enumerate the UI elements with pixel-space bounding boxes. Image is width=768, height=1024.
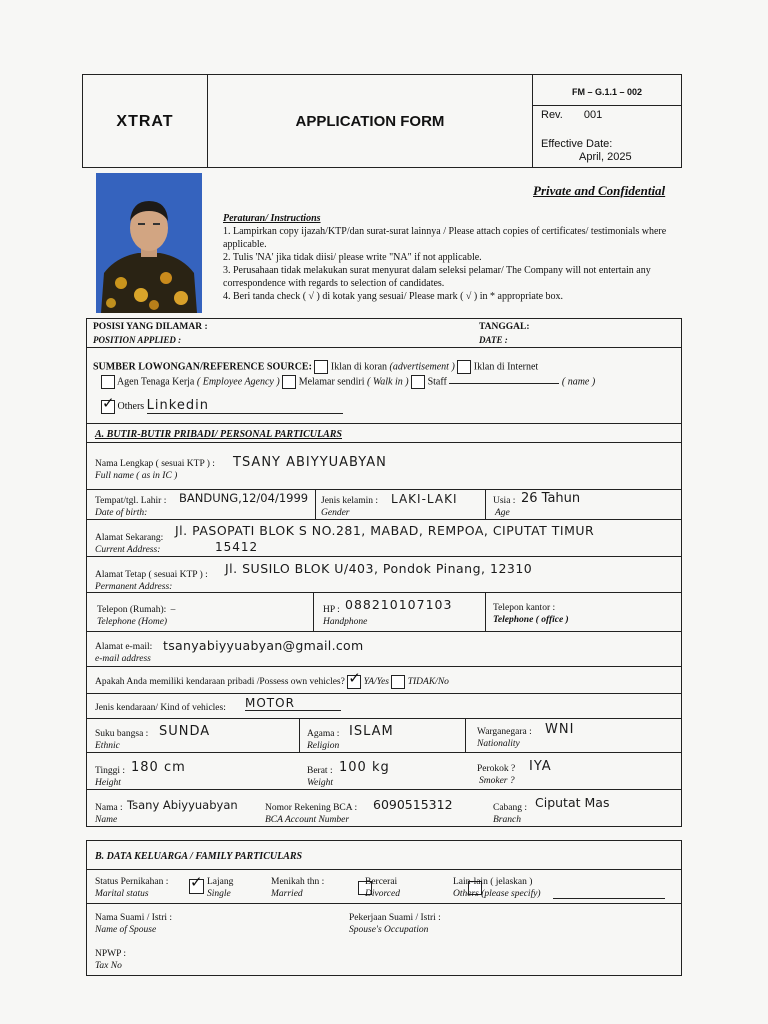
physical-row: [86, 753, 682, 790]
family-section: [86, 840, 682, 976]
full-name-field[interactable]: TSANY ABIYYUABYAN: [233, 455, 387, 470]
gender-label: Jenis kelamin :: [321, 496, 378, 506]
personal-title: A. BUTIR-BUTIR PRIBADI/ PERSONAL PARTICULARS: [95, 429, 342, 440]
ethnic-sub: Ethnic: [95, 741, 120, 751]
instruction-item: 1. Lampirkan copy ijazah/KTP/dan surat-surat lainnya / Please attach copies of certificates/ testimonials where applicable.: [223, 226, 667, 250]
nationality-sub: Nationality: [477, 739, 520, 749]
account-number-field[interactable]: 6090515312: [373, 797, 453, 812]
vehicle-yes-label: YA/Yes: [363, 677, 389, 688]
account-number-label: Nomor Rekening BCA :: [265, 803, 358, 813]
effective-date: [541, 138, 632, 164]
phone-row: [86, 593, 682, 632]
vehicle-kind-row: [86, 694, 682, 719]
age-label: Usia :: [493, 496, 516, 506]
form-title: APPLICATION FORM: [295, 113, 445, 130]
email-label: Alamat e-mail:: [95, 642, 153, 652]
single-checkbox[interactable]: [189, 879, 204, 894]
vehicle-kind-field[interactable]: MOTOR: [245, 696, 341, 711]
header-table: [82, 74, 682, 168]
single-sub: Single: [207, 889, 231, 899]
account-name-field[interactable]: Tsany Abiyyuabyan: [127, 798, 238, 812]
reference-source-row: [86, 348, 682, 424]
hp-label: HP :: [323, 605, 340, 615]
address-label: Alamat Sekarang:: [95, 533, 164, 543]
company-logo: XTRAT: [116, 113, 174, 130]
ethnic-field[interactable]: SUNDA: [159, 724, 211, 739]
age-sub: Age: [495, 508, 510, 518]
home-phone-field[interactable]: –: [170, 605, 176, 615]
religion-label: Agama :: [307, 729, 340, 739]
position-label: POSISI YANG DILAMAR :: [93, 322, 208, 332]
birth-label: Tempat/tgl. Lahir :: [95, 496, 167, 506]
account-name-label: Nama :: [95, 803, 123, 813]
gender-field[interactable]: LAKI-LAKI: [391, 492, 458, 506]
address-sub: Current Address:: [95, 545, 161, 555]
spouse-job-label: Pekerjaan Suami / Istri :: [349, 913, 441, 923]
divorced-sub: Divorced: [365, 889, 400, 899]
home-phone-sub: Telephone (Home): [97, 617, 168, 627]
permanent-address-field[interactable]: Jl. SUSILO BLOK U/403, Pondok Pinang, 12310: [225, 561, 533, 576]
birth-field[interactable]: BANDUNG,12/04/1999: [179, 491, 309, 505]
permanent-label: Alamat Tetap ( sesuai KTP ) :: [95, 570, 208, 580]
others-checkbox[interactable]: [101, 400, 115, 414]
applicant-photo: [96, 173, 202, 313]
weight-sub: Weight: [307, 778, 334, 788]
other-status-field[interactable]: [553, 898, 665, 899]
reference-label: SUMBER LOWONGAN/REFERENCE SOURCE:: [93, 361, 312, 373]
spouse-label: Nama Suami / Istri :: [95, 913, 173, 923]
marital-sub: Marital status: [95, 889, 149, 899]
bank-row: [86, 790, 682, 827]
height-label: Tinggi :: [95, 766, 126, 776]
opt-internet: Iklan di Internet: [473, 361, 539, 373]
opt-newspaper-sub: (advertisement ): [389, 361, 455, 373]
ethnic-label: Suku bangsa :: [95, 729, 149, 739]
current-address-field[interactable]: Jl. PASOPATI BLOK S NO.281, MABAD, REMPOA, CIPUTAT TIMUR: [175, 523, 595, 538]
marital-label: Status Pernikahan :: [95, 877, 169, 887]
full-name-row: [86, 443, 682, 490]
permanent-sub: Permanent Address:: [95, 582, 173, 592]
walkin-checkbox[interactable]: [282, 375, 296, 389]
hp-sub: Handphone: [323, 617, 368, 627]
gender-sub: Gender: [321, 508, 350, 518]
opt-walkin-sub: ( Walk in ): [367, 376, 409, 388]
name-label: Nama Lengkap ( sesuai KTP ) :: [95, 459, 215, 469]
vehicle-yes-checkbox[interactable]: [347, 675, 361, 689]
smoker-sub: Smoker ?: [479, 776, 515, 786]
effective-label: Effective Date:: [541, 138, 613, 150]
home-phone-label: [97, 605, 175, 616]
religion-sub: Religion: [307, 741, 340, 751]
weight-label: Berat :: [307, 766, 333, 776]
opt-staff-sub: ( name ): [561, 376, 596, 388]
instructions-block: [223, 212, 698, 303]
ethnic-row: [86, 719, 682, 753]
current-address-postal[interactable]: 15412: [215, 540, 259, 554]
position-sub: POSITION APPLIED :: [93, 335, 182, 345]
staff-checkbox[interactable]: [411, 375, 425, 389]
position-row: [86, 318, 682, 348]
birth-row: [86, 490, 682, 520]
home-phone-text: Telepon (Rumah):: [97, 605, 167, 615]
instruction-item: 3. Perusahaan tidak melakukan surat menyurat dalam seleksi pelamar/ The Company will not entertain any correspondence with regards to selection of candidates.: [223, 265, 651, 289]
nationality-label: Warganegara :: [477, 727, 532, 737]
spouse-sub: Name of Spouse: [95, 925, 157, 935]
vehicle-no-checkbox[interactable]: [391, 675, 405, 689]
opt-agency-sub: ( Employee Agency ): [196, 376, 280, 388]
branch-field[interactable]: Ciputat Mas: [535, 795, 610, 810]
email-sub: e-mail address: [95, 654, 151, 664]
agency-checkbox[interactable]: [101, 375, 115, 389]
divorced-label: Bercerai: [365, 877, 398, 887]
vehicle-question: Apakah Anda memiliki kendaraan pribadi /Possess own vehicles?: [95, 677, 345, 688]
current-address-row: [86, 520, 682, 557]
other-status-label: Lain-lain ( jelaskan ): [453, 877, 533, 887]
religion-field[interactable]: ISLAM: [349, 724, 394, 739]
confidential-label: Private and Confidential: [533, 183, 666, 198]
email-row: [86, 632, 682, 667]
birth-sub: Date of birth:: [95, 508, 148, 518]
name-sub: Full name ( as in IC ): [95, 471, 178, 481]
revision: [541, 109, 602, 121]
account-name-sub: Name: [95, 815, 118, 825]
instruction-item: 2. Tulis 'NA' jika tidak diisi/ please write "NA" if not applicable.: [223, 252, 482, 263]
date-sub: DATE :: [479, 335, 508, 345]
email-field[interactable]: tsanyabiyyuabyan@gmail.com: [163, 638, 364, 653]
doc-code: FM – G.1.1 – 002: [571, 87, 643, 97]
date-label: TANGGAL:: [479, 322, 530, 332]
smoker-label: Perokok ?: [477, 764, 516, 774]
age-field[interactable]: 26 Tahun: [521, 491, 581, 506]
married-label: Menikah thn :: [271, 877, 325, 887]
branch-label: Cabang :: [493, 803, 528, 813]
smoker-field[interactable]: IYA: [529, 759, 552, 774]
vehicle-no-label: TIDAK/No: [407, 677, 449, 688]
personal-section-title: [86, 424, 682, 443]
permanent-address-row: [86, 557, 682, 593]
married-sub: Married: [271, 889, 303, 899]
other-status-sub: Others (please specify): [453, 889, 541, 899]
handphone-field[interactable]: 088210107103: [345, 597, 453, 612]
others-value[interactable]: Linkedin: [147, 398, 343, 414]
vehicle-row: [86, 667, 682, 694]
family-title: B. DATA KELUARGA / FAMILY PARTICULARS: [95, 851, 303, 862]
opt-newspaper: Iklan di koran: [330, 361, 388, 373]
npwp-sub: Tax No: [95, 961, 122, 971]
office-phone-label: Telepon kantor :: [493, 603, 556, 613]
account-number-sub: BCA Account Number: [265, 815, 350, 825]
spouse-job-sub: Spouse's Occupation: [349, 925, 429, 935]
office-phone-sub: Telephone ( office ): [493, 615, 569, 625]
opt-walkin: Melamar sendiri: [298, 376, 365, 388]
branch-sub: Branch: [493, 815, 521, 825]
nationality-field[interactable]: WNI: [545, 722, 575, 737]
weight-field[interactable]: 100 kg: [339, 760, 390, 775]
height-field[interactable]: 180 cm: [131, 760, 186, 775]
opt-staff: Staff: [427, 376, 447, 388]
npwp-label: NPWP :: [95, 949, 127, 959]
vehicle-kind-label: Jenis kendaraan/ Kind of vehicles:: [95, 703, 226, 713]
single-label: Lajang: [207, 877, 234, 887]
newspaper-checkbox[interactable]: [314, 360, 328, 374]
internet-checkbox[interactable]: [457, 360, 471, 374]
person-portrait-icon: [96, 173, 202, 313]
rev-label: Rev.: [541, 109, 563, 121]
opt-others: Others: [117, 401, 145, 412]
opt-agency: Agen Tenaga Kerja: [116, 376, 195, 388]
instructions-title: Peraturan/ Instructions: [223, 213, 321, 224]
instruction-item: 4. Beri tanda check ( √ ) di kotak yang sesuai/ Please mark ( √ ) in * appropriate box.: [223, 291, 564, 302]
rev-value: 001: [583, 109, 603, 121]
height-sub: Height: [95, 778, 121, 788]
effective-value: April, 2025: [579, 151, 632, 163]
